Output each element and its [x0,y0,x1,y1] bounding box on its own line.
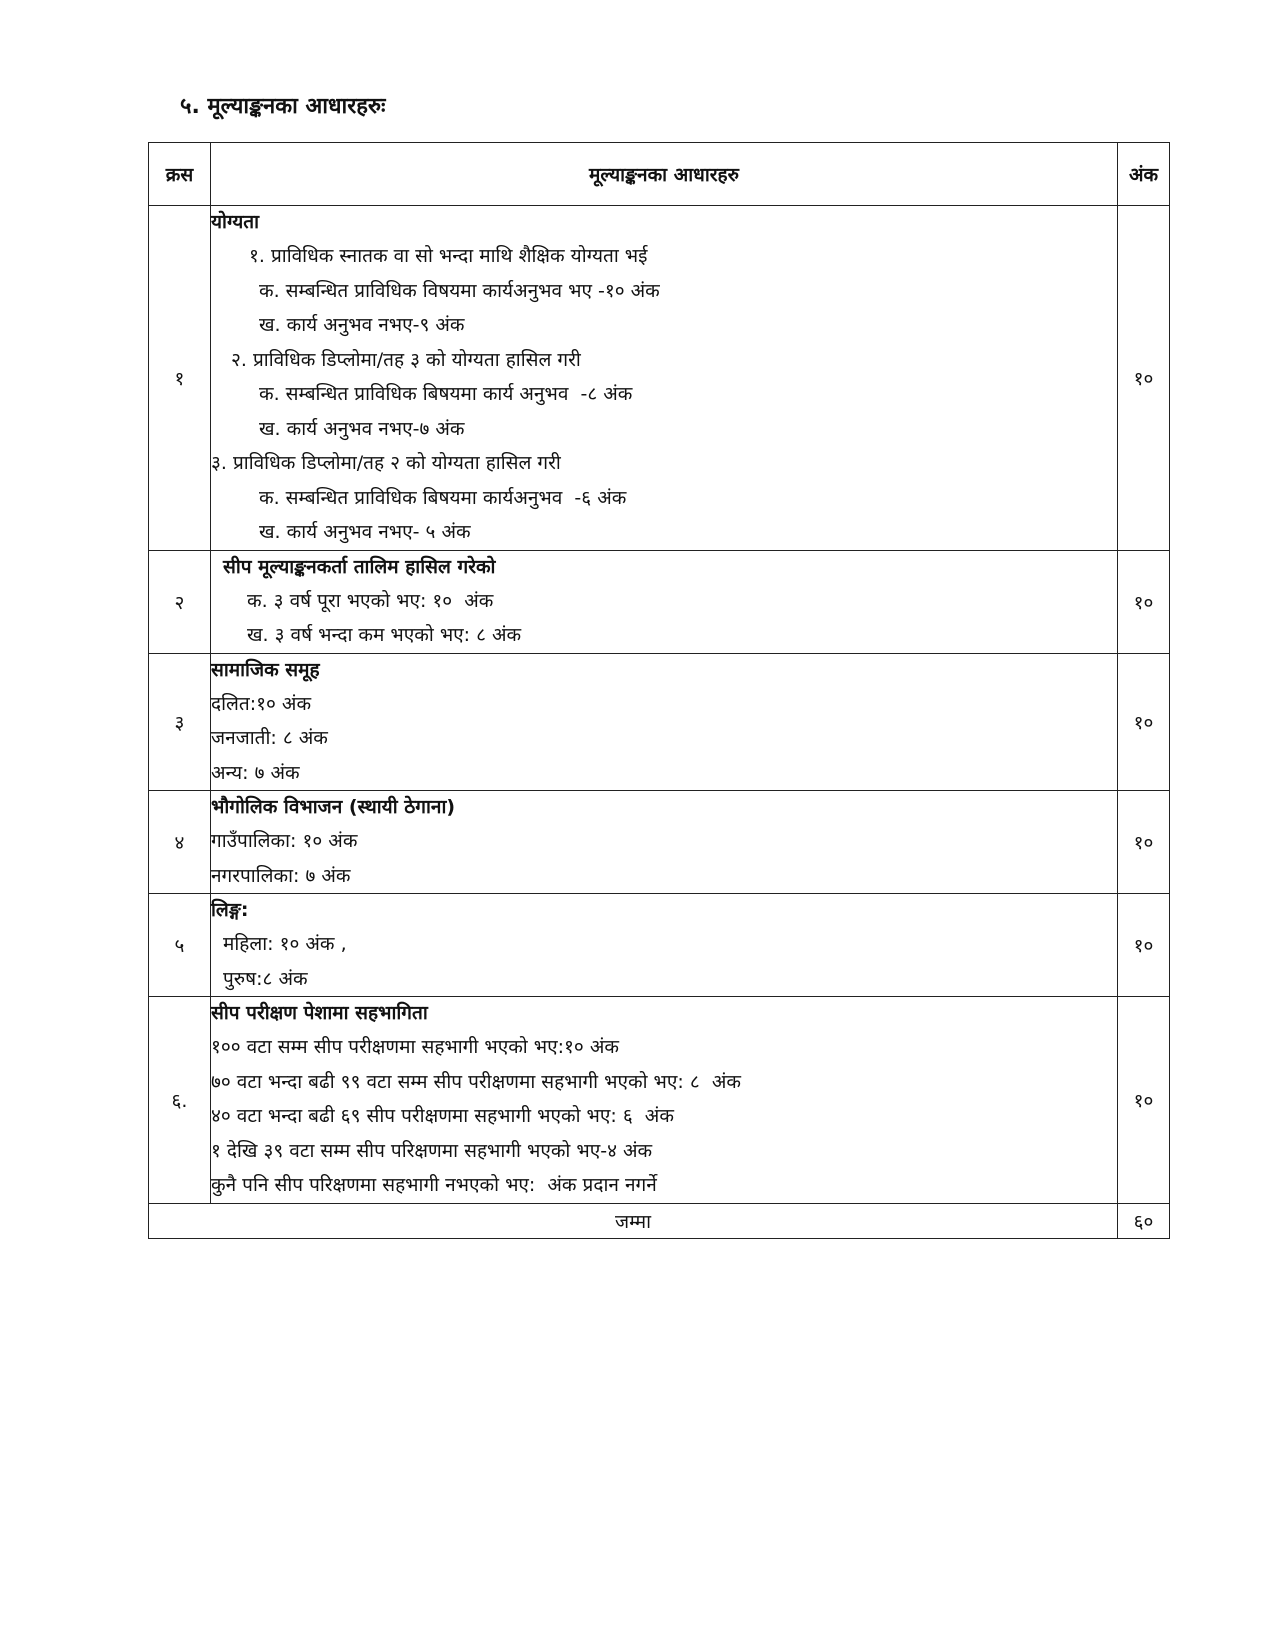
row-marks: १० [1118,997,1170,1204]
total-row [149,1203,1170,1238]
criteria-title: लिङ्ग: [211,899,249,921]
criteria-line: गाउँपालिका: १० अंक [211,830,358,852]
row-serial: २ [149,550,211,653]
row-criteria [211,997,1118,1204]
criteria-title: सामाजिक समूह [211,658,320,681]
row-serial: ३ [149,653,211,791]
total-marks: ६० [1118,1203,1170,1238]
table-row [149,894,1170,997]
criteria-line: ख. कार्य अनुभव नभए- ५ अंक [259,521,471,543]
row-marks: १० [1118,550,1170,653]
row-criteria [211,791,1118,894]
row-marks: १० [1118,653,1170,791]
total-label: जम्मा [149,1203,1118,1238]
criteria-line: पुरुष:८ अंक [223,967,308,990]
criteria-line: ख. कार्य अनुभव नभए-९ अंक [259,314,465,336]
criteria-line: क. सम्बन्धित प्राविधिक बिषयमा कार्यअनुभव -६ अंक [259,486,627,509]
criteria-line: ख. कार्य अनुभव नभए-७ अंक [259,417,465,440]
criteria-line: १०० वटा सम्म सीप परीक्षणमा सहभागी भएको भए:१० अंक [211,1036,619,1058]
row-criteria [211,894,1118,997]
row-marks: १० [1118,791,1170,894]
table-row [149,791,1170,894]
criteria-line: ख. ३ वर्ष भन्दा कम भएको भए: ८ अंक [247,624,522,646]
criteria-line: नगरपालिका: ७ अंक [211,864,351,887]
row-serial: ६. [149,997,211,1204]
section-heading: ५. मूल्याङ्कनका आधारहरुः [180,94,386,119]
criteria-line: क. सम्बन्धित प्राविधिक विषयमा कार्यअनुभव भए -१० अंक [259,279,660,302]
criteria-line: ७० वटा भन्दा बढी ९९ वटा सम्म सीप परीक्षणमा सहभागी भएको भए: ८ अंक [211,1070,741,1093]
criteria-line: ३. प्राविधिक डिप्लोमा/तह २ को योग्यता हासिल गरी [211,452,561,474]
criteria-title: सीप मूल्याङ्कनकर्ता तालिम हासिल गरेको [223,555,496,578]
criteria-line: अन्य: ७ अंक [211,761,300,784]
table-row [149,653,1170,791]
criteria-line: क. ३ वर्ष पूरा भएको भए: १० अंक [247,589,494,612]
criteria-line: क. सम्बन्धित प्राविधिक बिषयमा कार्य अनुभव -८ अंक [259,383,633,405]
criteria-title: योग्यता [211,211,260,233]
criteria-line: दलित:१० अंक [211,692,312,715]
row-serial: ४ [149,791,211,894]
header-criteria: मूल्याङ्कनका आधारहरु [211,143,1118,206]
criteria-title: सीप परीक्षण पेशामा सहभागिता [211,1002,428,1024]
criteria-line: १. प्राविधिक स्नातक वा सो भन्दा माथि शैक्षिक योग्यता भई [249,245,648,267]
criteria-title: भौगोलिक विभाजन (स्थायी ठेगाना) [211,796,456,818]
table-row [149,206,1170,551]
row-serial: १ [149,206,211,551]
criteria-line: जनजाती: ८ अंक [211,727,328,749]
row-serial: ५ [149,894,211,997]
criteria-line: कुनै पनि सीप परिक्षणमा सहभागी नभएको भए: अंक प्रदान नगर्ने [211,1174,657,1196]
evaluation-criteria-table [148,142,1170,1239]
header-serial: क्रस [149,143,211,206]
header-marks: अंक [1118,143,1170,206]
header-row [149,143,1170,206]
row-criteria [211,653,1118,791]
row-criteria [211,206,1118,551]
row-marks: १० [1118,206,1170,551]
criteria-line: २. प्राविधिक डिप्लोमा/तह ३ को योग्यता हासिल गरी [231,348,581,371]
criteria-line: १ देखि ३९ वटा सम्म सीप परिक्षणमा सहभागी भएको भए-४ अंक [211,1139,653,1162]
table-row [149,997,1170,1204]
table-row [149,550,1170,653]
row-marks: १० [1118,894,1170,997]
criteria-line: ४० वटा भन्दा बढी ६९ सीप परीक्षणमा सहभागी भएको भए: ६ अंक [211,1105,674,1127]
row-criteria [211,550,1118,653]
criteria-line: महिला: १० अंक , [223,933,347,955]
